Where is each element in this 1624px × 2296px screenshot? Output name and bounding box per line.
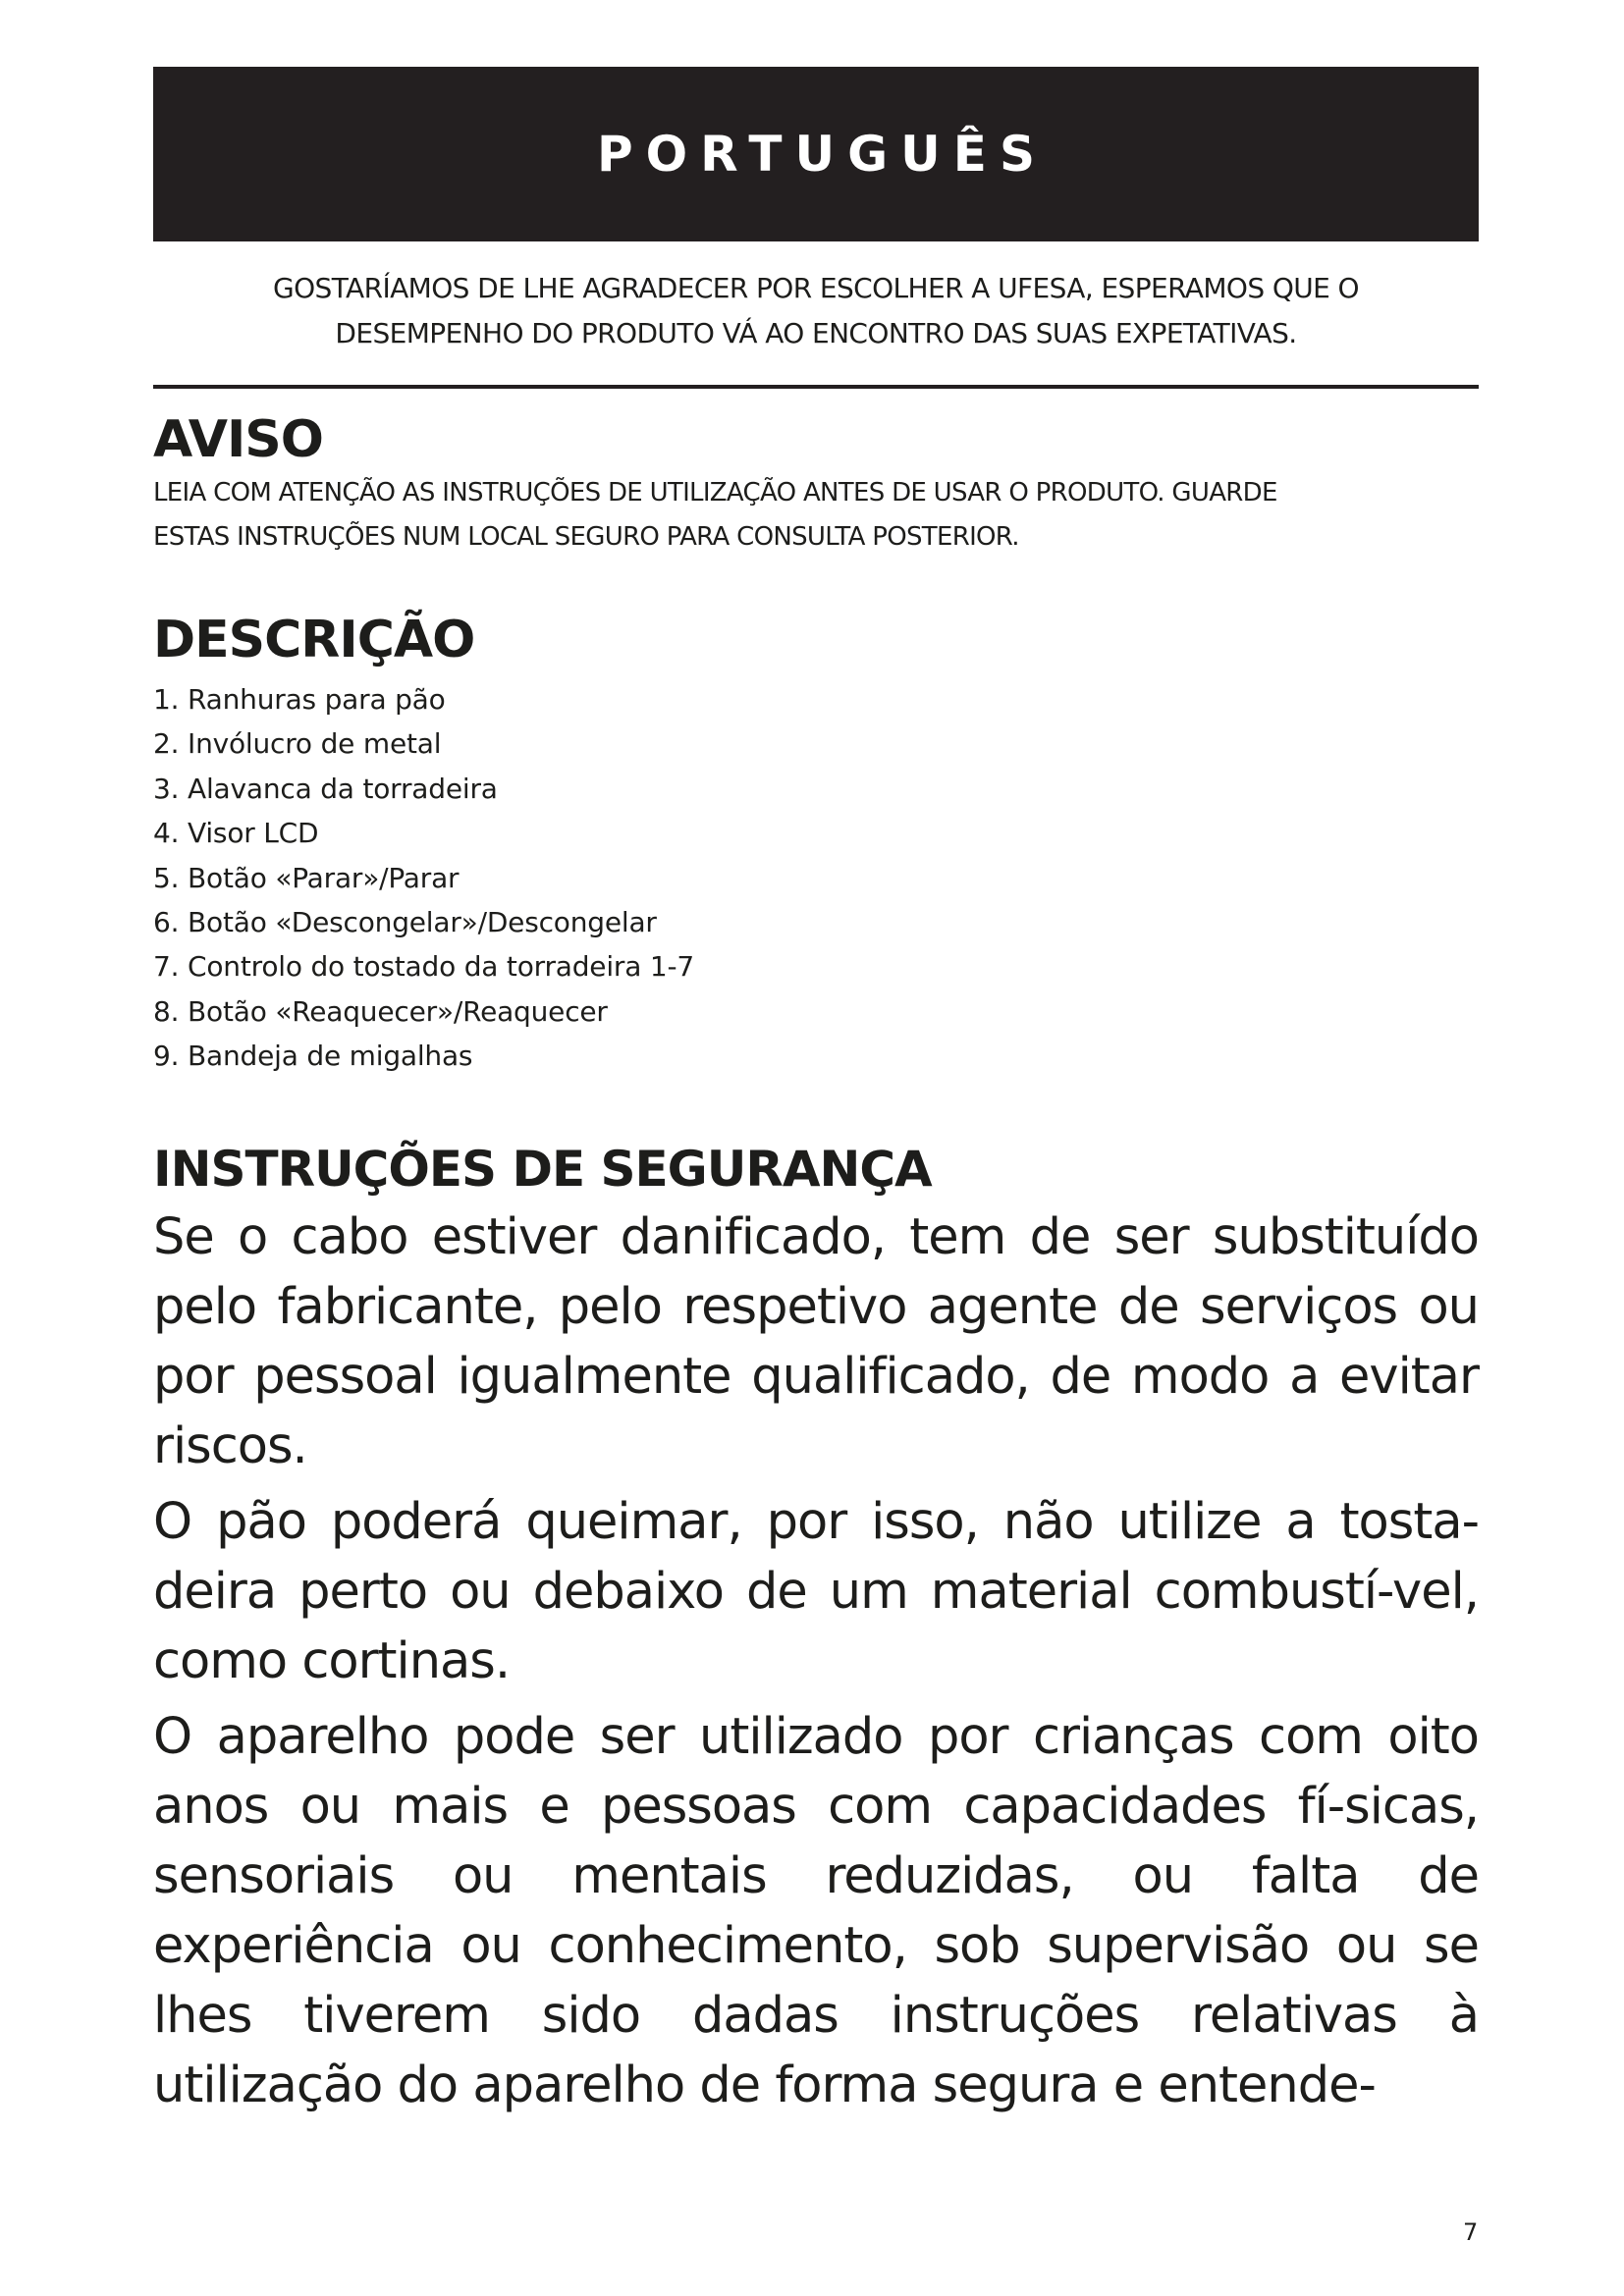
manual-page [153, 67, 1479, 2126]
page-number: 7 [1463, 2218, 1479, 2246]
list-item: 3. Alavanca da torradeira [153, 772, 498, 805]
safety-paragraph: O aparelho pode ser utilizado por crianças com oito anos ou mais e pessoas com capacidades fí-sicas, sensoriais ou mentais reduzidas, ou falta de experiência ou conhecimento, sob supervisão ou se lhes tiverem sido dadas instruções relativas à utilização do aparelho de forma segura e entende- [153, 1707, 1479, 2114]
intro-line: DESEMPENHO DO PRODUTO VÁ AO ENCONTRO DAS SUAS EXPETATIVAS. [335, 317, 1297, 349]
language-banner [153, 67, 1479, 241]
aviso-line: ESTAS INSTRUÇÕES NUM LOCAL SEGURO PARA CONSULTA POSTERIOR. [153, 522, 1019, 552]
intro-text [153, 266, 1479, 356]
descricao-heading: DESCRIÇÃO [153, 611, 475, 669]
list-item: 2. Invólucro de metal [153, 727, 442, 761]
seguranca-heading: INSTRUÇÕES DE SEGURANÇA [153, 1140, 932, 1198]
list-item: 6. Botão «Descongelar»/Descongelar [153, 906, 657, 939]
safety-paragraph: Se o cabo estiver danificado, tem de ser substituído pelo fabricante, pelo respetivo agente de serviços ou por pessoal igualmente qualificado, de modo a evitar riscos. [153, 1207, 1479, 1475]
intro-line: GOSTARÍAMOS DE LHE AGRADECER POR ESCOLHER A UFESA, ESPERAMOS QUE O [273, 272, 1359, 304]
list-item: 5. Botão «Parar»/Parar [153, 861, 460, 894]
list-item: 4. Visor LCD [153, 817, 319, 850]
divider [153, 385, 1479, 389]
list-item: 9. Bandeja de migalhas [153, 1040, 473, 1073]
banner-title: PORTUGUÊS [597, 126, 1048, 183]
aviso-heading: AVISO [153, 410, 323, 469]
safety-paragraph: O pão poderá queimar, por isso, não utilize a tosta-deira perto ou debaixo de um material combustí-vel, como cortinas. [153, 1492, 1479, 1690]
list-item: 7. Controlo do tostado da torradeira 1-7 [153, 950, 695, 984]
aviso-text [153, 471, 1479, 560]
parts-list [153, 677, 1479, 1079]
list-item: 1. Ranhuras para pão [153, 683, 446, 716]
list-item: 8. Botão «Reaquecer»/Reaquecer [153, 994, 608, 1028]
aviso-line: LEIA COM ATENÇÃO AS INSTRUÇÕES DE UTILIZAÇÃO ANTES DE USAR O PRODUTO. GUARDE [153, 478, 1277, 507]
safety-instructions [153, 1202, 1479, 2120]
